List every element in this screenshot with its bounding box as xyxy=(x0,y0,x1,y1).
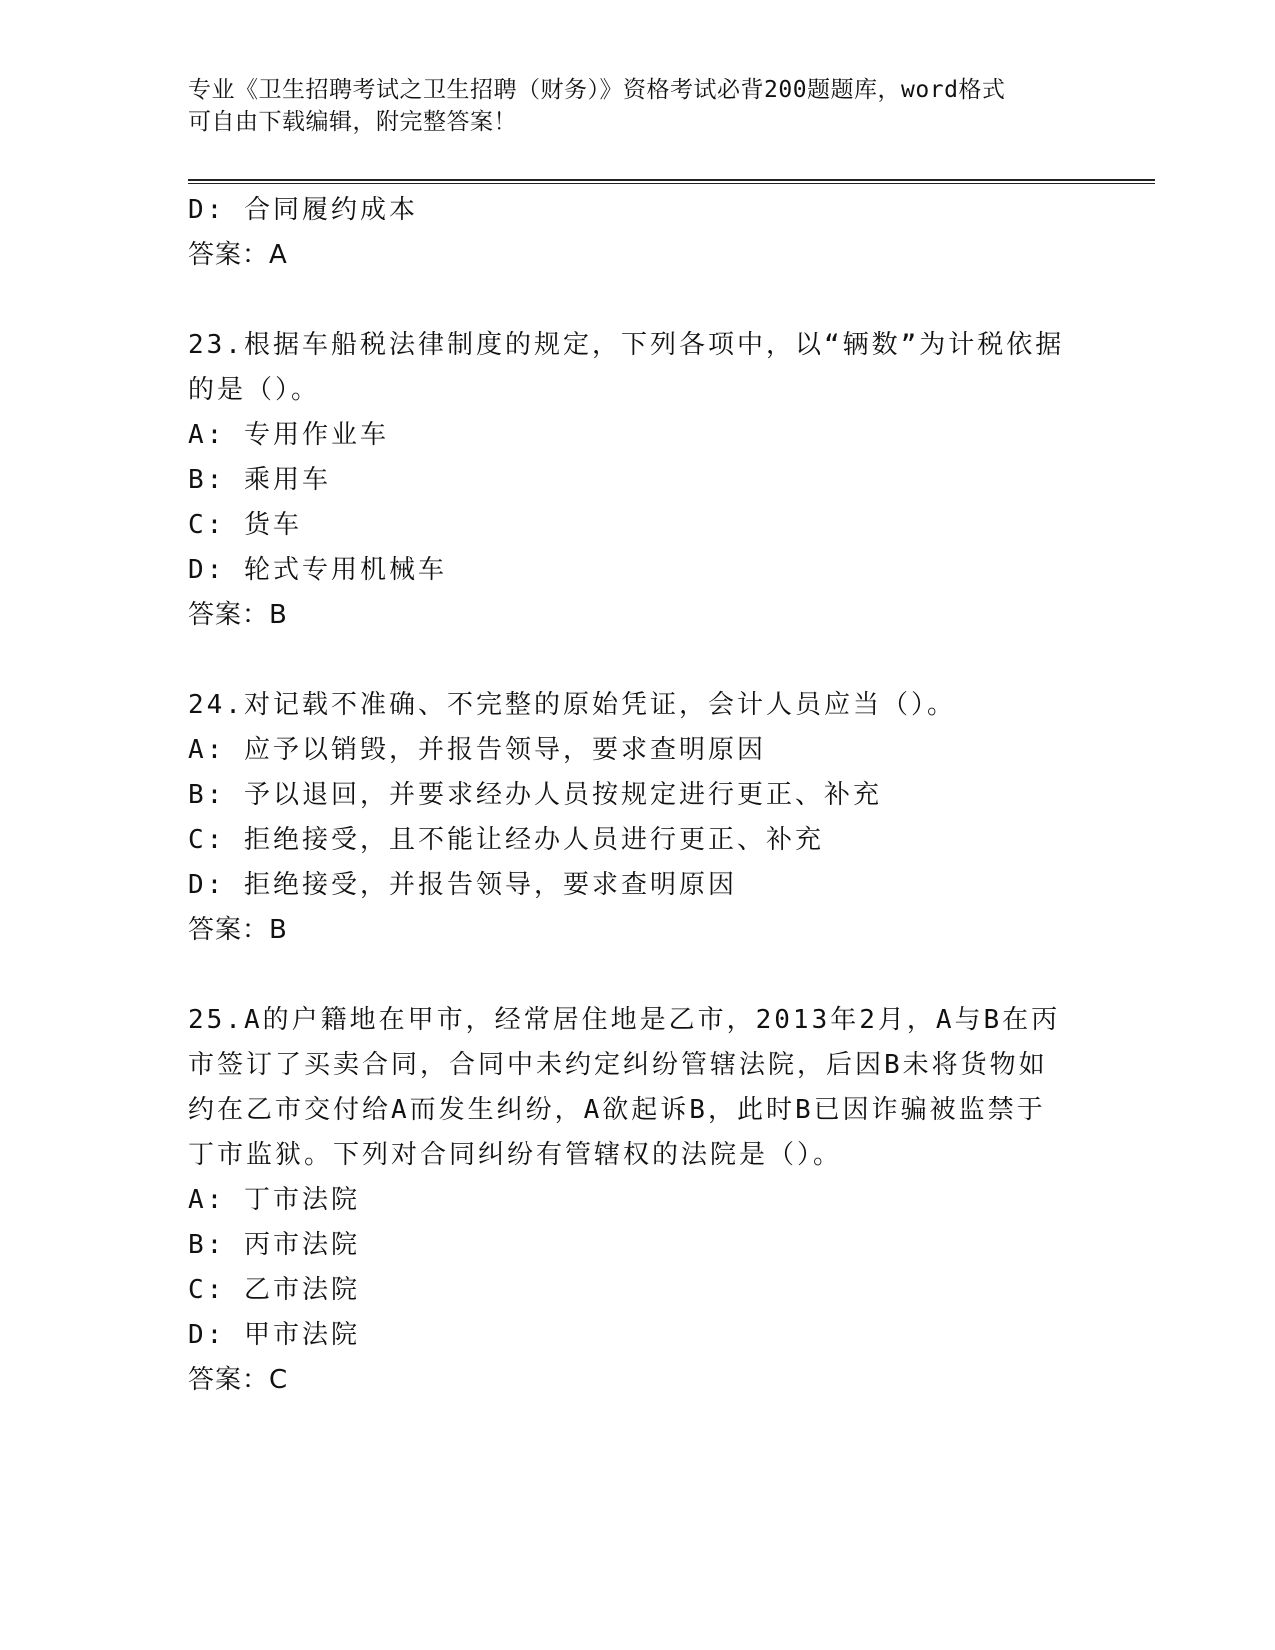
option-c: C: 拒绝接受，且不能让经办人员进行更正、补充 xyxy=(188,825,824,855)
question-stem: 丁市监狱。下列对合同纠纷有管辖权的法院是（）。 xyxy=(188,1140,843,1170)
question-23 xyxy=(188,323,1088,638)
previous-question-tail xyxy=(188,188,1088,278)
option-b: B: 丙市法院 xyxy=(188,1230,360,1260)
question-stem: 的是（）。 xyxy=(188,375,321,405)
spacer xyxy=(188,278,1088,323)
page-header xyxy=(188,74,1068,138)
option-a: A: 应予以销毁，并报告领导，要求查明原因 xyxy=(188,735,766,765)
question-stem: 约在乙市交付给A而发生纠纷，A欲起诉B，此时B已因诈骗被监禁于 xyxy=(188,1095,1046,1125)
option-a: A: 专用作业车 xyxy=(188,420,389,450)
question-stem: 24.对记载不准确、不完整的原始凭证，会计人员应当（）。 xyxy=(188,690,956,720)
option-c: C: 乙市法院 xyxy=(188,1275,360,1305)
question-stem: 市签订了买卖合同，合同中未约定纠纷管辖法院，后因B未将货物如 xyxy=(188,1050,1048,1080)
answer: 答案：B xyxy=(188,915,288,945)
spacer xyxy=(188,953,1088,998)
spacer xyxy=(188,638,1088,683)
question-25 xyxy=(188,998,1088,1403)
option-d: D: 合同履约成本 xyxy=(188,195,418,225)
question-content xyxy=(188,188,1088,1403)
option-d: D: 拒绝接受，并报告领导，要求查明原因 xyxy=(188,870,737,900)
header-line-2: 可自由下载编辑，附完整答案！ xyxy=(188,109,517,135)
option-b: B: 乘用车 xyxy=(188,465,331,495)
question-24 xyxy=(188,683,1088,953)
question-stem: 25.A的户籍地在甲市，经常居住地是乙市，2013年2月，A与B在丙 xyxy=(188,1005,1061,1035)
header-divider-thin xyxy=(188,183,1155,184)
header-line-1: 专业《卫生招聘考试之卫生招聘（财务）》资格考试必背200题题库，word格式 xyxy=(188,77,1006,103)
header-divider-thick xyxy=(188,179,1155,181)
option-b: B: 予以退回，并要求经办人员按规定进行更正、补充 xyxy=(188,780,882,810)
answer: 答案：B xyxy=(188,600,288,630)
option-d: D: 甲市法院 xyxy=(188,1320,360,1350)
question-stem: 23.根据车船税法律制度的规定，下列各项中，以“辆数”为计税依据 xyxy=(188,330,1065,360)
option-c: C: 货车 xyxy=(188,510,302,540)
answer: 答案：C xyxy=(188,1365,289,1395)
answer: 答案：A xyxy=(188,240,288,270)
option-d: D: 轮式专用机械车 xyxy=(188,555,447,585)
option-a: A: 丁市法院 xyxy=(188,1185,360,1215)
